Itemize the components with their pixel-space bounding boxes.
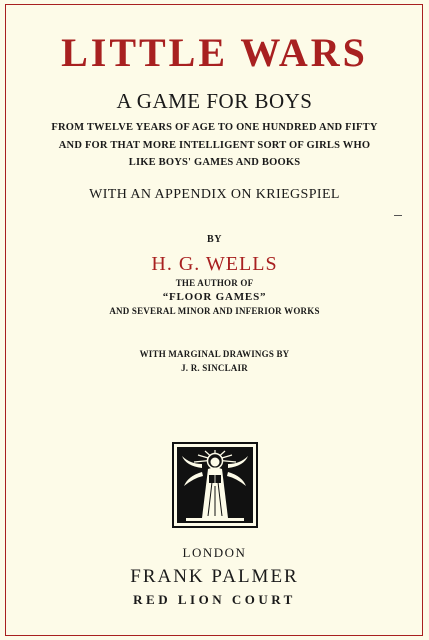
illustration-credit: WITH MARGINAL DRAWINGS BY xyxy=(139,349,290,359)
subtitle-line-1: FROM TWELVE YEARS OF AGE TO ONE HUNDRED AND FIFTY xyxy=(51,122,378,133)
book-title: LITTLE WARS xyxy=(61,30,368,75)
author-of-label: THE AUTHOR OF xyxy=(175,278,254,288)
subtitle-line-3: LIKE BOYS' GAMES AND BOOKS xyxy=(128,157,301,168)
publisher-name: FRANK PALMER xyxy=(130,566,299,587)
author-name: H. G. WELLS xyxy=(151,253,278,275)
other-book-title: “FLOOR GAMES” xyxy=(162,291,267,303)
publisher-address: RED LION COURT xyxy=(133,592,296,607)
appendix-note: WITH AN APPENDIX ON KRIEGSPIEL xyxy=(89,187,340,202)
margin-mark xyxy=(394,215,402,216)
publication-place: LONDON xyxy=(182,545,247,560)
by-label: BY xyxy=(207,234,222,245)
other-works-note: AND SEVERAL MINOR AND INFERIOR WORKS xyxy=(109,306,320,316)
book-subtitle: A GAME FOR BOYS xyxy=(116,89,313,113)
subtitle-line-2: AND FOR THAT MORE INTELLIGENT SORT OF GIRLS WHO xyxy=(58,140,371,151)
illustrator-name: J. R. SINCLAIR xyxy=(181,363,248,373)
angel-reading-book-emblem-icon xyxy=(172,442,258,528)
